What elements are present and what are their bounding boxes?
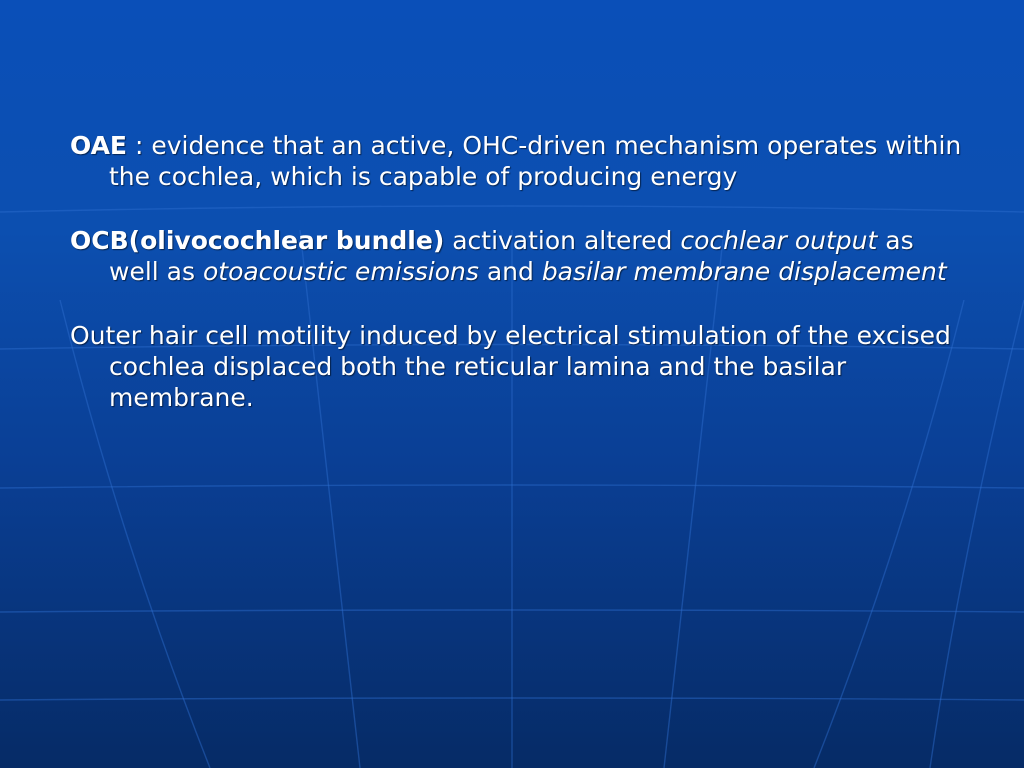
ohc-motility-text: Outer hair cell motility induced by electrical stimulation of the excised cochlea displaced both the reticular lamina and the basilar membrane. — [70, 321, 951, 412]
term-oae: OAE — [70, 131, 128, 160]
ocb-text-1: activation altered — [444, 226, 681, 255]
ocb-term-basilar-membrane: basilar membrane displacement — [541, 257, 947, 286]
bullet-ohc-motility — [70, 320, 970, 413]
ocb-term-otoacoustic-emissions: otoacoustic emissions — [202, 257, 479, 286]
slide-body — [70, 130, 970, 446]
term-ocb: OCB(olivocochlear bundle) — [70, 226, 445, 255]
bullet-oae — [70, 130, 970, 192]
ocb-text-2: as well as — [109, 226, 914, 286]
bullet-ocb — [70, 225, 970, 287]
ocb-term-cochlear-output: cochlear output — [680, 226, 878, 255]
ocb-text-3: and — [478, 257, 542, 286]
oae-definition: : evidence that an active, OHC-driven mechanism operates within the cochlea, which is capable of producing energy — [109, 131, 962, 191]
